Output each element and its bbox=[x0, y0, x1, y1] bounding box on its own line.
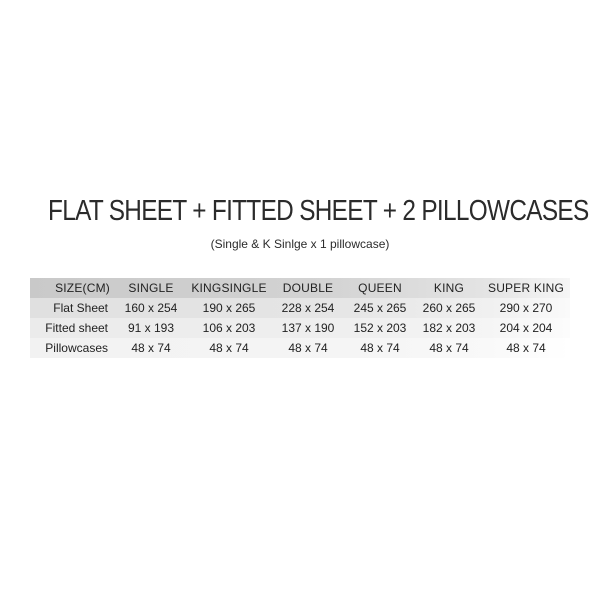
table-cell: 48 x 74 bbox=[209, 341, 249, 355]
table-cell: 290 x 270 bbox=[499, 301, 553, 315]
table-cell: 228 x 254 bbox=[281, 301, 335, 315]
header-king-single: KINGSINGLE bbox=[191, 281, 267, 295]
table-cell: 48 x 74 bbox=[360, 341, 400, 355]
size-table bbox=[30, 278, 570, 358]
header-king: KING bbox=[433, 281, 465, 295]
table-cell: 48 x 74 bbox=[429, 341, 469, 355]
table-cell: 48 x 74 bbox=[506, 341, 546, 355]
table-cell: 48 x 74 bbox=[131, 341, 171, 355]
header-super-king: SUPER KING bbox=[487, 281, 564, 295]
table-row bbox=[30, 318, 570, 338]
table-header-row bbox=[30, 278, 570, 298]
table-cell: 245 x 265 bbox=[353, 301, 407, 315]
table-cell: 204 x 204 bbox=[499, 321, 553, 335]
row-label-flat-sheet: Flat Sheet bbox=[53, 301, 108, 315]
table-cell: 137 x 190 bbox=[281, 321, 335, 335]
table-cell: 160 x 254 bbox=[124, 301, 178, 315]
header-single: SINGLE bbox=[128, 281, 174, 295]
table-cell: 190 x 265 bbox=[202, 301, 256, 315]
header-double: DOUBLE bbox=[282, 281, 334, 295]
row-label-fitted-sheet: Fitted sheet bbox=[45, 321, 108, 335]
table-cell: 260 x 265 bbox=[422, 301, 476, 315]
table-row bbox=[30, 298, 570, 318]
page-title: FLAT SHEET + FITTED SHEET + 2 PILLOWCASES bbox=[48, 195, 589, 227]
header-queen: QUEEN bbox=[358, 281, 402, 295]
table-cell: 48 x 74 bbox=[288, 341, 328, 355]
table-row bbox=[30, 338, 570, 358]
header-size-cm: SIZE(CM) bbox=[55, 281, 110, 295]
table-cell: 152 x 203 bbox=[353, 321, 407, 335]
table-cell: 91 x 193 bbox=[127, 321, 175, 335]
page-subtitle: (Single & K Sinlge x 1 pillowcase) bbox=[210, 237, 390, 251]
table-cell: 106 x 203 bbox=[202, 321, 256, 335]
table-cell: 182 x 203 bbox=[422, 321, 476, 335]
row-label-pillowcases: Pillowcases bbox=[45, 341, 108, 355]
